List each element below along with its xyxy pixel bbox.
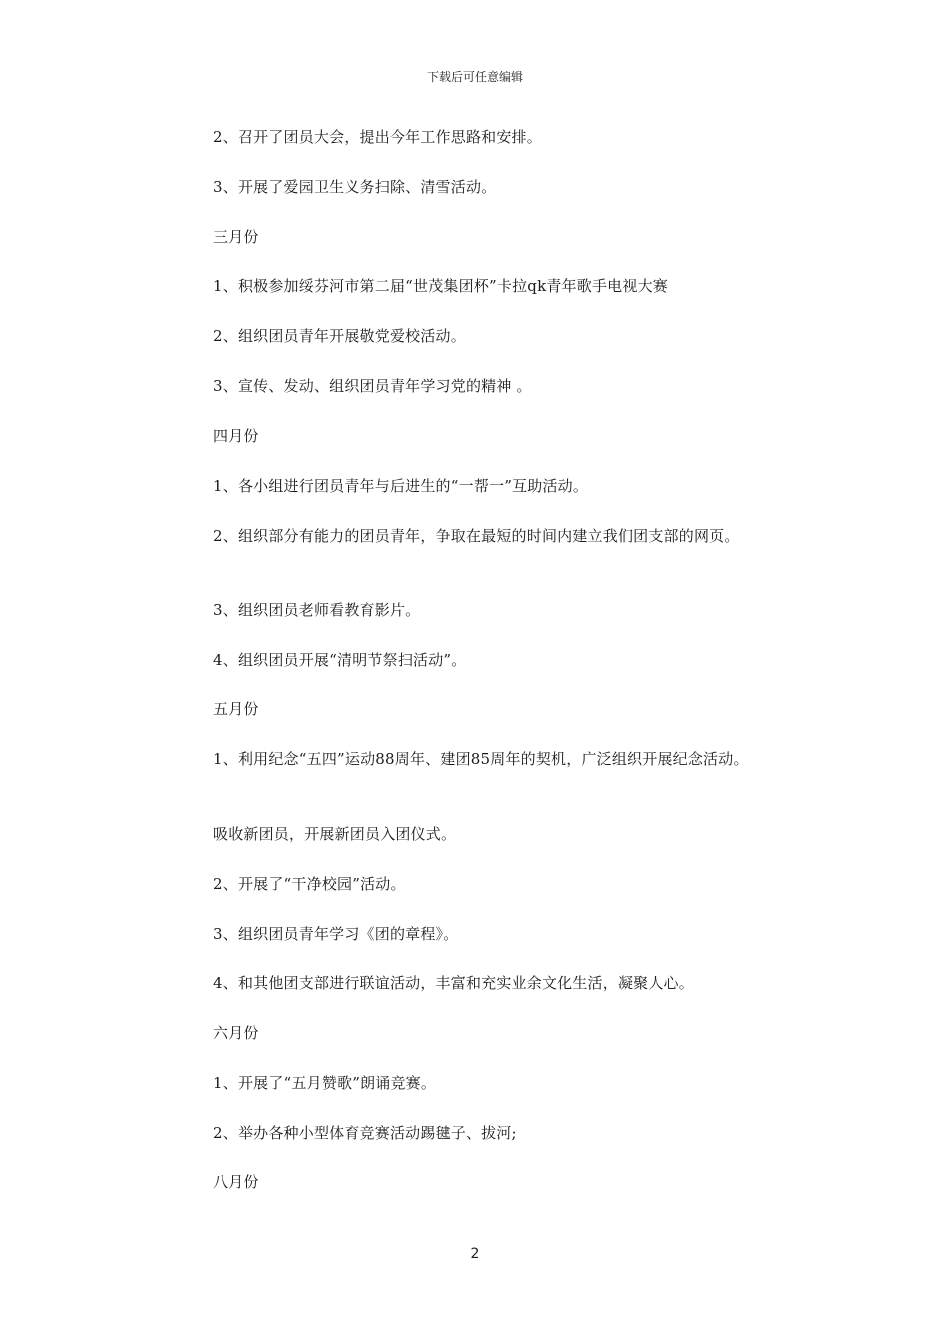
paragraph: 3、组织团员老师看教育影片。 — [213, 601, 421, 619]
page-header: 下载后可任意编辑 — [426, 70, 523, 84]
section-heading: 四月份 — [213, 427, 259, 445]
paragraph: 3、宣传、发动、组织团员青年学习党的精神 。 — [213, 377, 532, 395]
paragraph: 1、利用纪念“五四”运动88周年、建团85周年的契机，广泛组织开展纪念活动。 — [213, 750, 749, 768]
page-number: 2 — [470, 1246, 480, 1262]
paragraph: 1、各小组进行团员青年与后进生的“一帮一”互助活动。 — [213, 477, 589, 495]
paragraph: 3、组织团员青年学习《团的章程》。 — [213, 925, 459, 943]
section-heading: 三月份 — [213, 228, 259, 246]
paragraph: 2、组织部分有能力的团员青年，争取在最短的时间内建立我们团支部的网页。 — [213, 527, 740, 545]
paragraph: 1、开展了“五月赞歌”朗诵竞赛。 — [213, 1074, 437, 1092]
paragraph: 2、举办各种小型体育竞赛活动踢毽子、拔河; — [213, 1124, 517, 1142]
paragraph: 3、开展了爱园卫生义务扫除、清雪活动。 — [213, 178, 497, 196]
paragraph: 4、和其他团支部进行联谊活动，丰富和充实业余文化生活，凝聚人心。 — [213, 974, 694, 992]
section-heading: 六月份 — [213, 1024, 259, 1042]
section-heading: 五月份 — [213, 700, 259, 718]
paragraph: 2、开展了“干净校园”活动。 — [213, 875, 406, 893]
paragraph: 1、积极参加绥芬河市第二届“世茂集团杯”卡拉qk青年歌手电视大赛 — [213, 277, 668, 295]
paragraph: 2、组织团员青年开展敬党爱校活动。 — [213, 327, 466, 345]
paragraph: 吸收新团员，开展新团员入团仪式。 — [213, 825, 457, 843]
section-heading: 八月份 — [213, 1173, 259, 1191]
paragraph: 2、召开了团员大会，提出今年工作思路和安排。 — [213, 128, 542, 146]
paragraph: 4、组织团员开展“清明节祭扫活动”。 — [213, 651, 467, 669]
